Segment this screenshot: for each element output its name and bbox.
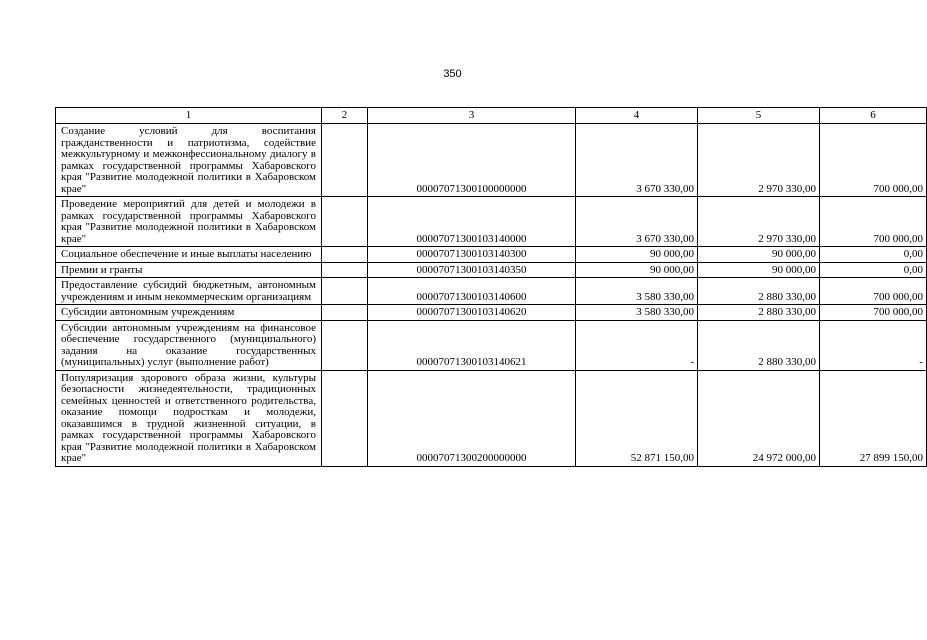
table-row [56,370,927,466]
row-code: 00007071300103140300 [368,247,576,263]
row-value-6: 27 899 150,00 [820,370,927,466]
row-value-4: 90 000,00 [576,247,698,263]
table-row [56,124,927,197]
row-column-2 [322,247,368,263]
row-value-6: 700 000,00 [820,124,927,197]
header-cell-2: 2 [322,108,368,124]
row-column-2 [322,305,368,321]
row-description: Предоставление субсидий бюджетным, автономным учреждениям и иным некоммерческим организациям [56,278,322,305]
header-row [56,108,927,124]
table-row [56,320,927,370]
row-description: Создание условий для воспитания гражданственности и патриотизма, содействие межкультурному и межконфессиональному диалогу в рамках государственной программы Хабаровского края "Развитие молодежной политики в Хабаровском крае" [56,124,322,197]
page-number: 350 [443,68,462,80]
header-cell-3: 3 [368,108,576,124]
row-value-4: 3 670 330,00 [576,197,698,247]
row-value-4: 3 580 330,00 [576,278,698,305]
row-value-6: 0,00 [820,262,927,278]
header-cell-5: 5 [698,108,820,124]
row-value-6: - [820,320,927,370]
row-value-4: - [576,320,698,370]
row-value-4: 3 670 330,00 [576,124,698,197]
header-cell-1: 1 [56,108,322,124]
row-value-5: 2 970 330,00 [698,124,820,197]
table-row [56,278,927,305]
row-column-2 [322,370,368,466]
row-value-5: 24 972 000,00 [698,370,820,466]
row-column-2 [322,262,368,278]
row-value-5: 2 880 330,00 [698,305,820,321]
row-value-6: 0,00 [820,247,927,263]
row-description: Социальное обеспечение и иные выплаты населению [56,247,322,263]
row-description: Популяризация здорового образа жизни, культуры безопасности жизнедеятельности, традиционных семейных ценностей и ответственного родительства, оказание помощи подросткам и молодежи, оказавшимся в трудной жизненной ситуации, в рамках государственной программы Хабаровского края "Развитие молодежной политики в Хабаровском крае" [56,370,322,466]
table-row [56,262,927,278]
row-code: 00007071300103140350 [368,262,576,278]
row-column-2 [322,197,368,247]
row-column-2 [322,124,368,197]
table-row [56,305,927,321]
row-code: 00007071300103140000 [368,197,576,247]
header-cell-6: 6 [820,108,927,124]
table-row [56,247,927,263]
row-code: 00007071300103140600 [368,278,576,305]
row-description: Субсидии автономным учреждениям [56,305,322,321]
row-description: Премии и гранты [56,262,322,278]
row-code: 00007071300100000000 [368,124,576,197]
row-code: 00007071300103140621 [368,320,576,370]
row-description: Проведение мероприятий для детей и молодежи в рамках государственной программы Хабаровского края "Развитие молодежной политики в Хабаровском крае" [56,197,322,247]
row-value-4: 3 580 330,00 [576,305,698,321]
row-value-6: 700 000,00 [820,197,927,247]
row-value-4: 52 871 150,00 [576,370,698,466]
row-value-6: 700 000,00 [820,305,927,321]
row-value-5: 2 880 330,00 [698,320,820,370]
row-value-5: 90 000,00 [698,262,820,278]
row-value-5: 2 880 330,00 [698,278,820,305]
row-value-4: 90 000,00 [576,262,698,278]
row-column-2 [322,320,368,370]
header-cell-4: 4 [576,108,698,124]
budget-table [55,107,927,467]
row-value-5: 90 000,00 [698,247,820,263]
row-code: 00007071300200000000 [368,370,576,466]
row-description: Субсидии автономным учреждениям на финансовое обеспечение государственного (муниципального) задания на оказание государственных (муниципальных) услуг (выполнение работ) [56,320,322,370]
row-column-2 [322,278,368,305]
table-row [56,197,927,247]
row-code: 00007071300103140620 [368,305,576,321]
row-value-6: 700 000,00 [820,278,927,305]
row-value-5: 2 970 330,00 [698,197,820,247]
